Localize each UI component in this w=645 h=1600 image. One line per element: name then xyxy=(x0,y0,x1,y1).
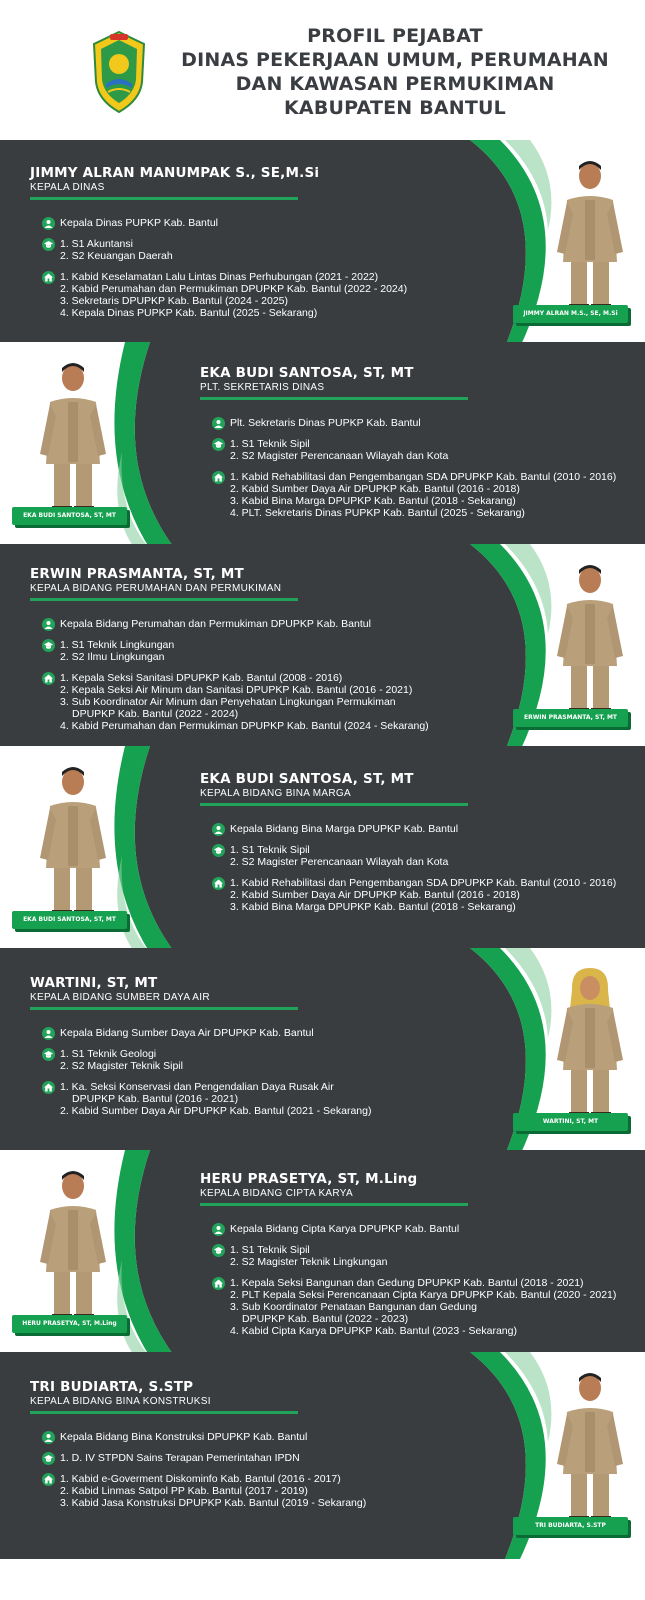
education-line: 2. S2 Ilmu Lingkungan xyxy=(60,651,165,663)
official-name: EKA BUDI SANTOSA, ST, MT xyxy=(200,365,414,381)
career-line: 2. Kepala Seksi Air Minum dan Sanitasi DPUPKP Kab. Bantul (2016 - 2021) xyxy=(60,684,413,696)
position-block xyxy=(30,217,407,229)
official-title: KEPALA BIDANG BINA KONSTRUKSI xyxy=(30,1396,211,1407)
official-title: KEPALA BIDANG BINA MARGA xyxy=(200,788,351,799)
name-badge: EKA BUDI SANTOSA, ST, MT xyxy=(12,507,127,525)
career-block xyxy=(200,1277,616,1337)
bantul-regency-emblem-icon xyxy=(90,30,148,114)
position-line: Kepala Bidang Cipta Karya DPUPKP Kab. Bantul xyxy=(230,1223,460,1235)
position-block xyxy=(200,417,616,429)
position-line: Kepala Bidang Sumber Daya Air DPUPKP Kab. Bantul xyxy=(60,1027,314,1039)
official-profile-card xyxy=(0,1150,645,1357)
career-line: 2. Kabid Linmas Satpol PP Kab. Bantul (2017 - 2019) xyxy=(60,1485,308,1497)
career-line: 1. Kabid Rehabilitasi dan Pengembangan SDA DPUPKP Kab. Bantul (2010 - 2016) xyxy=(230,877,617,889)
official-photo xyxy=(28,758,118,918)
career-line: DPUPKP Kab. Bantul (2022 - 2024) xyxy=(72,708,239,720)
user-icon xyxy=(42,1027,55,1040)
official-name: ERWIN PRASMANTA, ST, MT xyxy=(30,566,244,582)
education-block xyxy=(30,639,429,663)
position-line: Kepala Dinas PUPKP Kab. Bantul xyxy=(60,217,218,229)
official-title: KEPALA BIDANG PERUMAHAN DAN PERMUKIMAN xyxy=(30,583,282,594)
position-block xyxy=(30,1027,371,1039)
official-photo xyxy=(28,1162,118,1322)
graduation-cap-icon xyxy=(42,238,55,251)
profile-text xyxy=(200,1171,616,1337)
title-line: KABUPATEN BANTUL xyxy=(284,97,506,119)
name-badge: JIMMY ALRAN M.S., SE, M.Si xyxy=(513,305,628,323)
education-line: 1. S1 Akuntansi xyxy=(60,238,133,250)
career-line: 2. PLT Kepala Seksi Perencanaan Cipta Karya DPUPKP Kab. Bantul (2020 - 2021) xyxy=(230,1289,617,1301)
official-title: KEPALA DINAS xyxy=(30,182,105,193)
position-block xyxy=(200,823,616,835)
name-badge: ERWIN PRASMANTA, ST, MT xyxy=(513,709,628,727)
career-line: 2. Kabid Sumber Daya Air DPUPKP Kab. Bantul (2016 - 2018) xyxy=(230,889,520,901)
career-line: 1. Kabid Keselamatan Lalu Lintas Dinas Perhubungan (2021 - 2022) xyxy=(60,271,379,283)
education-block xyxy=(30,238,407,262)
career-line: 4. Kabid Perumahan dan Permukiman DPUPKP Kab. Bantul (2024 - Sekarang) xyxy=(60,720,429,732)
profile-text xyxy=(200,771,616,913)
career-line: 2. Kabid Perumahan dan Permukiman DPUPKP Kab. Bantul (2022 - 2024) xyxy=(60,283,408,295)
house-icon xyxy=(212,1277,225,1290)
title-line: DAN KAWASAN PERMUKIMAN xyxy=(235,73,555,95)
career-block xyxy=(30,1473,366,1509)
title-line: PROFIL PEJABAT xyxy=(307,25,483,47)
bottom-margin xyxy=(0,1559,645,1600)
career-line: 4. PLT. Sekretaris Dinas PUPKP Kab. Bantul (2025 - Sekarang) xyxy=(230,507,525,519)
official-name: WARTINI, ST, MT xyxy=(30,975,158,991)
education-block xyxy=(200,1244,616,1268)
career-line: 3. Kabid Bina Marga DPUPKP Kab. Bantul (2018 - Sekarang) xyxy=(230,495,516,507)
graduation-cap-icon xyxy=(212,438,225,451)
profile-text xyxy=(30,165,407,319)
official-profile-card xyxy=(0,140,645,347)
education-line: 1. S1 Teknik Sipil xyxy=(230,438,310,450)
career-line: DPUPKP Kab. Bantul (2016 - 2021) xyxy=(72,1093,239,1105)
career-line: DPUPKP Kab. Bantul (2022 - 2023) xyxy=(242,1313,409,1325)
official-title: KEPALA BIDANG CIPTA KARYA xyxy=(200,1188,353,1199)
graduation-cap-icon xyxy=(42,1048,55,1061)
official-name: HERU PRASETYA, ST, M.Ling xyxy=(200,1171,418,1187)
education-line: 2. S2 Magister Teknik Sipil xyxy=(60,1060,183,1072)
education-block xyxy=(30,1048,371,1072)
career-line: 1. Kabid e-Goverment Diskominfo Kab. Bantul (2016 - 2017) xyxy=(60,1473,341,1485)
profile-text xyxy=(30,566,429,732)
career-block xyxy=(200,471,616,519)
official-profile-card xyxy=(0,746,645,953)
career-block xyxy=(200,877,616,913)
education-block xyxy=(30,1452,366,1464)
graduation-cap-icon xyxy=(42,639,55,652)
career-block xyxy=(30,672,429,732)
career-line: 3. Kabid Bina Marga DPUPKP Kab. Bantul (2018 - Sekarang) xyxy=(230,901,516,913)
official-profile-card xyxy=(0,948,645,1155)
house-icon xyxy=(42,271,55,284)
career-line: 3. Kabid Jasa Konstruksi DPUPKP Kab. Bantul (2019 - Sekarang) xyxy=(60,1497,367,1509)
profile-text xyxy=(200,365,616,519)
name-badge: HERU PRASETYA, ST, M.Ling xyxy=(12,1315,127,1333)
position-block xyxy=(30,1431,366,1443)
career-line: 4. Kepala Dinas PUPKP Kab. Bantul (2025 - Sekarang) xyxy=(60,307,318,319)
education-line: 2. S2 Magister Perencanaan Wilayah dan Kota xyxy=(230,856,449,868)
house-icon xyxy=(212,877,225,890)
career-line: 3. Sub Koordinator Air Minum dan Penyehatan Lingkungan Permukiman xyxy=(60,696,396,708)
position-line: Plt. Sekretaris Dinas PUPKP Kab. Bantul xyxy=(230,417,421,429)
page-header xyxy=(0,0,645,140)
name-badge: TRI BUDIARTA, S.STP xyxy=(513,1517,628,1535)
profile-text xyxy=(30,975,371,1117)
house-icon xyxy=(42,672,55,685)
education-line: 1. D. IV STPDN Sains Terapan Pemerintahan IPDN xyxy=(60,1452,300,1464)
user-icon xyxy=(212,417,225,430)
career-line: 2. Kabid Sumber Daya Air DPUPKP Kab. Bantul (2021 - Sekarang) xyxy=(60,1105,372,1117)
position-line: Kepala Bidang Perumahan dan Permukiman DPUPKP Kab. Bantul xyxy=(60,618,371,630)
career-block xyxy=(30,271,407,319)
position-line: Kepala Bidang Bina Konstruksi DPUPKP Kab. Bantul xyxy=(60,1431,308,1443)
official-photo xyxy=(545,152,635,312)
official-title: KEPALA BIDANG SUMBER DAYA AIR xyxy=(30,992,210,1003)
user-icon xyxy=(42,217,55,230)
career-line: 1. Kepala Seksi Bangunan dan Gedung DPUPKP Kab. Bantul (2018 - 2021) xyxy=(230,1277,584,1289)
official-profile-card xyxy=(0,544,645,751)
career-line: 3. Sekretaris DPUPKP Kab. Bantul (2024 - 2025) xyxy=(60,295,289,307)
career-block xyxy=(30,1081,371,1117)
official-profile-card xyxy=(0,1352,645,1559)
name-badge: WARTINI, ST, MT xyxy=(513,1113,628,1131)
education-line: 1. S1 Teknik Geologi xyxy=(60,1048,157,1060)
user-icon xyxy=(212,1223,225,1236)
career-line: 1. Ka. Seksi Konservasi dan Pengendalian Daya Rusak Air xyxy=(60,1081,334,1093)
education-line: 1. S1 Teknik Sipil xyxy=(230,844,310,856)
education-line: 2. S2 Magister Teknik Lingkungan xyxy=(230,1256,388,1268)
name-badge: EKA BUDI SANTOSA, ST, MT xyxy=(12,911,127,929)
career-line: 4. Kabid Cipta Karya DPUPKP Kab. Bantul (2023 - Sekarang) xyxy=(230,1325,517,1337)
house-icon xyxy=(42,1081,55,1094)
user-icon xyxy=(42,618,55,631)
official-photo xyxy=(28,354,118,514)
official-photo xyxy=(545,556,635,716)
official-name: JIMMY ALRAN MANUMPAK S., SE,M.Si xyxy=(30,165,320,181)
profile-text xyxy=(30,1379,366,1509)
official-title: PLT. SEKRETARIS DINAS xyxy=(200,382,325,393)
career-line: 1. Kabid Rehabilitasi dan Pengembangan SDA DPUPKP Kab. Bantul (2010 - 2016) xyxy=(230,471,617,483)
house-icon xyxy=(42,1473,55,1486)
position-block xyxy=(200,1223,616,1235)
education-block xyxy=(200,844,616,868)
official-photo xyxy=(545,1364,635,1524)
graduation-cap-icon xyxy=(42,1452,55,1465)
official-name: EKA BUDI SANTOSA, ST, MT xyxy=(200,771,414,787)
official-profile-card xyxy=(0,342,645,549)
title-line: DINAS PEKERJAAN UMUM, PERUMAHAN xyxy=(181,49,609,71)
house-icon xyxy=(212,471,225,484)
education-line: 2. S2 Keuangan Daerah xyxy=(60,250,173,262)
education-line: 1. S1 Teknik Sipil xyxy=(230,1244,310,1256)
user-icon xyxy=(42,1431,55,1444)
graduation-cap-icon xyxy=(212,1244,225,1257)
career-line: 1. Kepala Seksi Sanitasi DPUPKP Kab. Bantul (2008 - 2016) xyxy=(60,672,343,684)
education-line: 1. S1 Teknik Lingkungan xyxy=(60,639,175,651)
official-name: TRI BUDIARTA, S.STP xyxy=(30,1379,194,1395)
career-line: 2. Kabid Sumber Daya Air DPUPKP Kab. Bantul (2016 - 2018) xyxy=(230,483,520,495)
official-photo xyxy=(545,960,635,1120)
position-line: Kepala Bidang Bina Marga DPUPKP Kab. Bantul xyxy=(230,823,459,835)
user-icon xyxy=(212,823,225,836)
position-block xyxy=(30,618,429,630)
education-line: 2. S2 Magister Perencanaan Wilayah dan Kota xyxy=(230,450,449,462)
career-line: 3. Sub Koordinator Penataan Bangunan dan Gedung xyxy=(230,1301,477,1313)
education-block xyxy=(200,438,616,462)
page-title xyxy=(160,24,630,120)
graduation-cap-icon xyxy=(212,844,225,857)
